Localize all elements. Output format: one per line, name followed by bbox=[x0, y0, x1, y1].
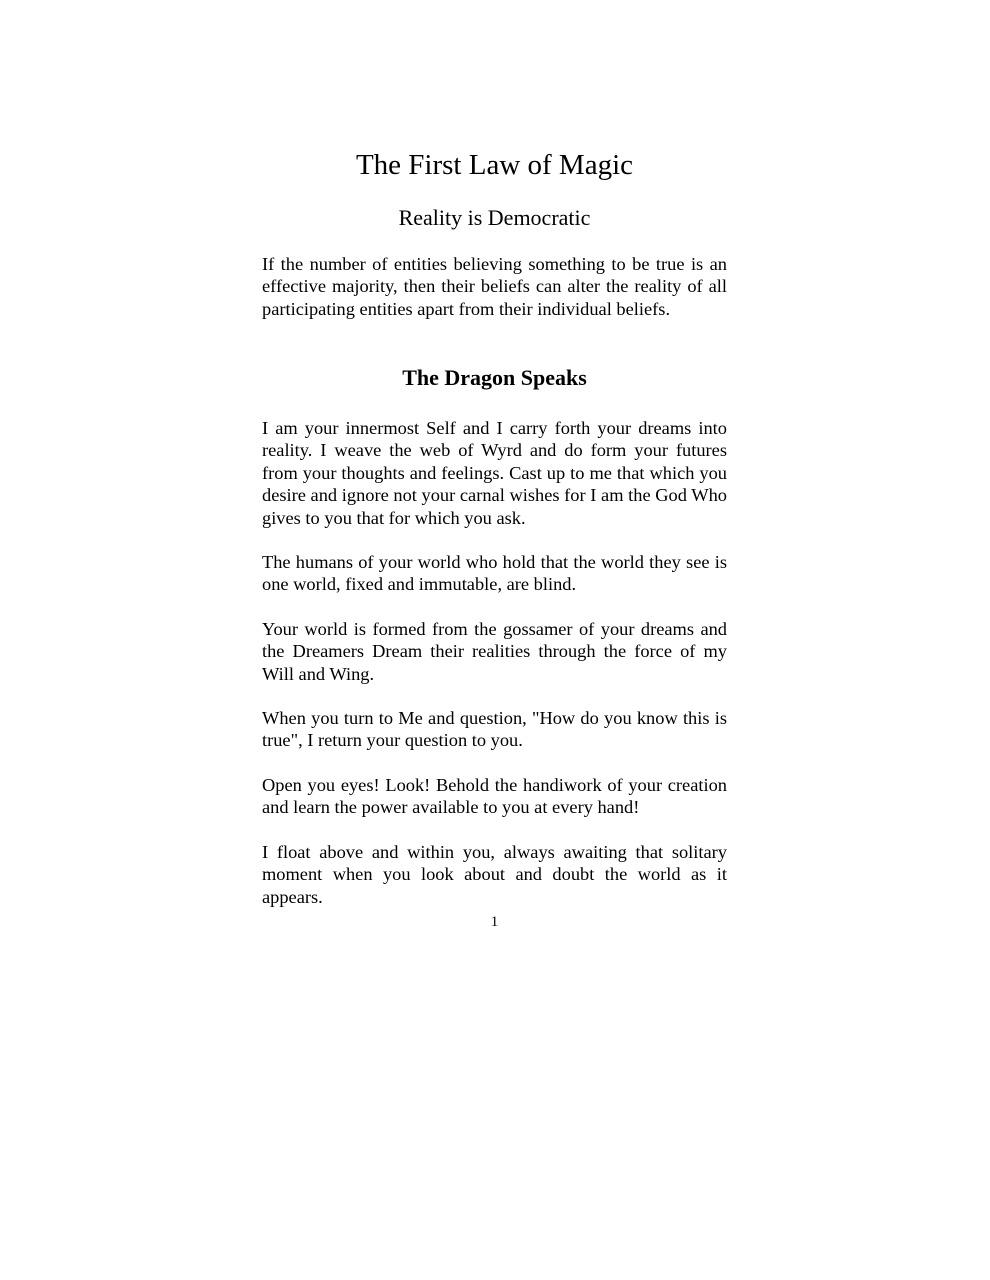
page-number: 1 bbox=[490, 914, 499, 930]
body-paragraph: I float above and within you, always awaiting that solitary moment when you look about and doubt the world as it appears. bbox=[262, 841, 727, 907]
body-text bbox=[262, 417, 727, 908]
section-heading: The Dragon Speaks bbox=[402, 365, 587, 390]
body-paragraph: I am your innermost Self and I carry forth your dreams into reality. I weave the web of Wyrd and do form your futures from your thoughts and feelings. Cast up to me that which you desire and ignore not your carnal wishes for I am the God Who gives to you that for which you ask. bbox=[262, 418, 727, 528]
page-title: The First Law of Magic bbox=[355, 149, 634, 181]
body-paragraph: Open you eyes! Look! Behold the handiwork of your creation and learn the power available to you at every hand! bbox=[262, 774, 727, 818]
page-subtitle: Reality is Democratic bbox=[398, 205, 591, 230]
body-paragraph: Your world is formed from the gossamer of your dreams and the Dreamers Dream their realities through the force of my Will and Wing. bbox=[262, 618, 727, 684]
law-paragraph: If the number of entities believing something to be true is an effective majority, then their beliefs can alter the reality of all participating entities apart from their individual beliefs. bbox=[262, 254, 727, 319]
body-paragraph: The humans of your world who hold that the world they see is one world, fixed and immutable, are blind. bbox=[262, 552, 727, 595]
body-paragraph: When you turn to Me and question, "How do you know this is true", I return your question to you. bbox=[262, 708, 727, 751]
